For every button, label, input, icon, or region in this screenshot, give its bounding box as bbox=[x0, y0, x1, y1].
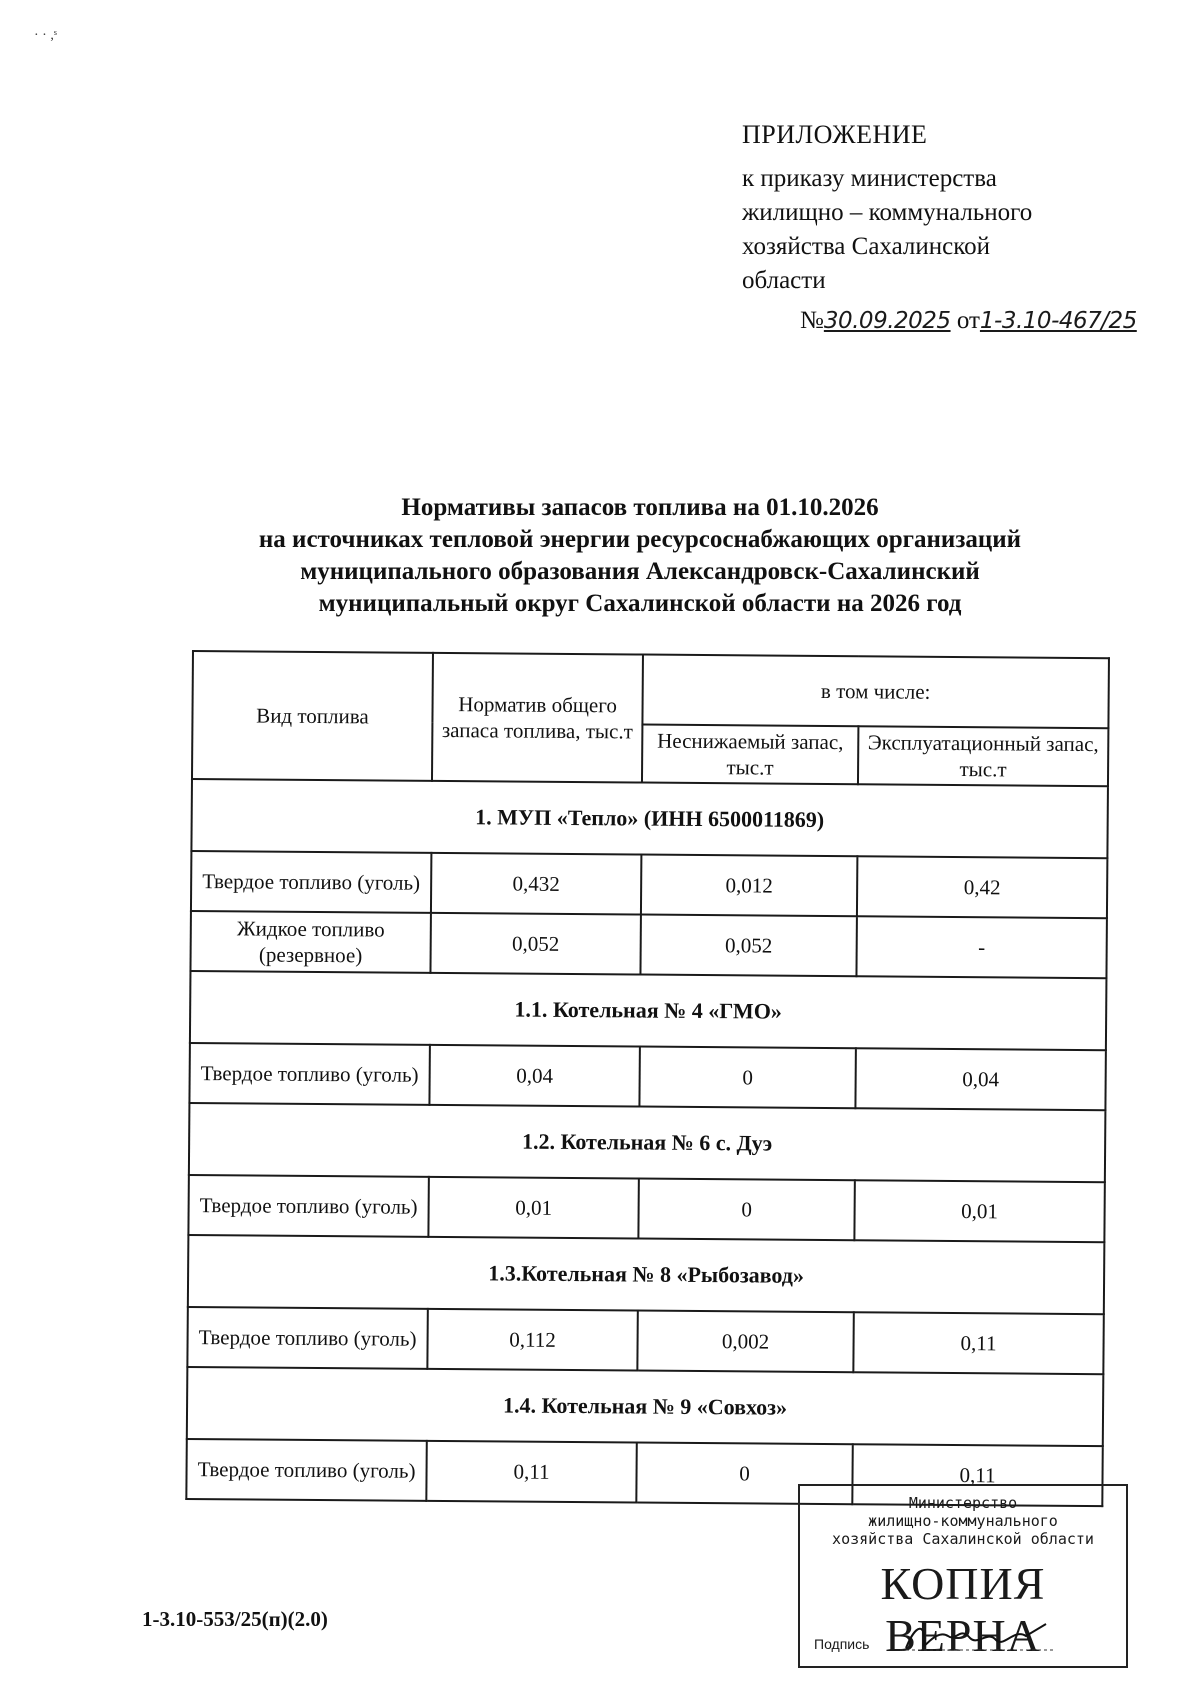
table-row bbox=[188, 1175, 1104, 1242]
section-row bbox=[191, 779, 1108, 858]
stamp-text: КОПИЯ ВЕРНА bbox=[880, 1558, 1046, 1661]
corner-marks: · · ,ˢ bbox=[34, 28, 57, 43]
title-line: Нормативы запасов топлива на 01.10.2026 bbox=[401, 494, 879, 521]
cell-fuel: Твердое топливо (уголь) bbox=[188, 1175, 428, 1237]
cell-irreducible: 0,052 bbox=[640, 915, 856, 977]
appendix-line: хозяйства Сахалинской bbox=[742, 233, 990, 260]
table-row bbox=[187, 1307, 1103, 1374]
signature-label: Подпись bbox=[814, 1636, 870, 1652]
cell-irreducible: 0 bbox=[638, 1179, 854, 1241]
header-row bbox=[192, 651, 1109, 728]
cell-total: 0,01 bbox=[428, 1177, 638, 1239]
title-line: на источниках тепловой энергии ресурсоснабжающих организаций bbox=[258, 526, 1022, 553]
section-row bbox=[189, 1103, 1106, 1182]
section-row bbox=[188, 1235, 1105, 1314]
cell-operational: 0,11 bbox=[853, 1312, 1103, 1374]
title-line: муниципального образования Александровск-Сахалинский bbox=[300, 558, 980, 585]
stamp-ministry bbox=[800, 1494, 1126, 1548]
cell-fuel: Жидкое топливо (резервное) bbox=[190, 911, 430, 973]
handwritten-number: 30.09.2025 bbox=[823, 308, 951, 334]
date-prefix: от bbox=[956, 307, 980, 334]
table-row bbox=[189, 1043, 1105, 1110]
cell-operational: 0,11 bbox=[852, 1444, 1102, 1506]
cell-irreducible: 0,002 bbox=[637, 1311, 853, 1373]
cell-fuel: Твердое топливо (уголь) bbox=[189, 1043, 429, 1105]
appendix-line: жилищно – коммунального bbox=[742, 199, 1033, 226]
cell-total: 0,052 bbox=[430, 913, 640, 975]
header-fuel-type: Вид топлива bbox=[192, 651, 433, 781]
cell-total: 0,11 bbox=[426, 1441, 636, 1503]
cell-operational: - bbox=[856, 916, 1106, 978]
section-title: 1. МУП «Тепло» (ИНН 6500011869) bbox=[191, 779, 1108, 858]
header-irreducible: Неснижаемый запас, тыс.т bbox=[642, 725, 858, 785]
signature-icon bbox=[896, 1618, 1096, 1658]
cell-irreducible: 0,012 bbox=[641, 855, 857, 917]
cell-irreducible: 0 bbox=[636, 1443, 852, 1505]
header-including: в том числе: bbox=[642, 655, 1109, 729]
table-row bbox=[190, 911, 1106, 978]
fuel-norms-table bbox=[185, 650, 1110, 1507]
cell-operational: 0,04 bbox=[855, 1048, 1105, 1110]
cell-total: 0,112 bbox=[427, 1309, 637, 1371]
cell-total: 0,432 bbox=[431, 853, 641, 915]
section-row bbox=[187, 1367, 1104, 1446]
number-prefix: № bbox=[800, 307, 824, 334]
section-title: 1.3.Котельная № 8 «Рыбозавод» bbox=[188, 1235, 1105, 1314]
header-operational: Эксплуатационный запас, тыс.т bbox=[858, 726, 1108, 786]
table-row bbox=[191, 851, 1107, 918]
stamp-line: жилищно-коммунального bbox=[868, 1512, 1058, 1530]
appendix-line: к приказу министерства bbox=[742, 165, 997, 192]
cell-fuel: Твердое топливо (уголь) bbox=[186, 1439, 426, 1501]
header-total: Норматив общего запаса топлива, тыс.т bbox=[432, 653, 643, 783]
appendix-line: области bbox=[742, 267, 826, 294]
cell-total: 0,04 bbox=[429, 1045, 639, 1107]
cell-operational: 0,42 bbox=[857, 856, 1107, 918]
document-title bbox=[200, 492, 1080, 620]
section-title: 1.4. Котельная № 9 «Совхоз» bbox=[187, 1367, 1104, 1446]
section-title: 1.1. Котельная № 4 «ГМО» bbox=[190, 971, 1107, 1050]
cell-irreducible: 0 bbox=[639, 1047, 855, 1109]
cell-fuel: Твердое топливо (уголь) bbox=[191, 851, 431, 913]
cell-operational: 0,01 bbox=[854, 1180, 1104, 1242]
handwritten-date: 1-3.10-467/25 bbox=[979, 308, 1137, 334]
copy-certified-stamp bbox=[798, 1484, 1128, 1668]
appendix-heading: ПРИЛОЖЕНИЕ bbox=[742, 120, 928, 149]
stamp-line: хозяйства Сахалинской области bbox=[832, 1530, 1094, 1548]
stamp-line: Министерство bbox=[908, 1494, 1018, 1512]
document-code: 1-3.10-553/25(п)(2.0) bbox=[142, 1607, 328, 1631]
order-number-line bbox=[742, 304, 1162, 338]
cell-fuel: Твердое топливо (уголь) bbox=[187, 1307, 427, 1369]
appendix-block bbox=[742, 118, 1162, 338]
section-row bbox=[190, 971, 1107, 1050]
title-line: муниципальный округ Сахалинской области на 2026 год bbox=[318, 590, 962, 617]
section-title: 1.2. Котельная № 6 с. Дуэ bbox=[189, 1103, 1106, 1182]
